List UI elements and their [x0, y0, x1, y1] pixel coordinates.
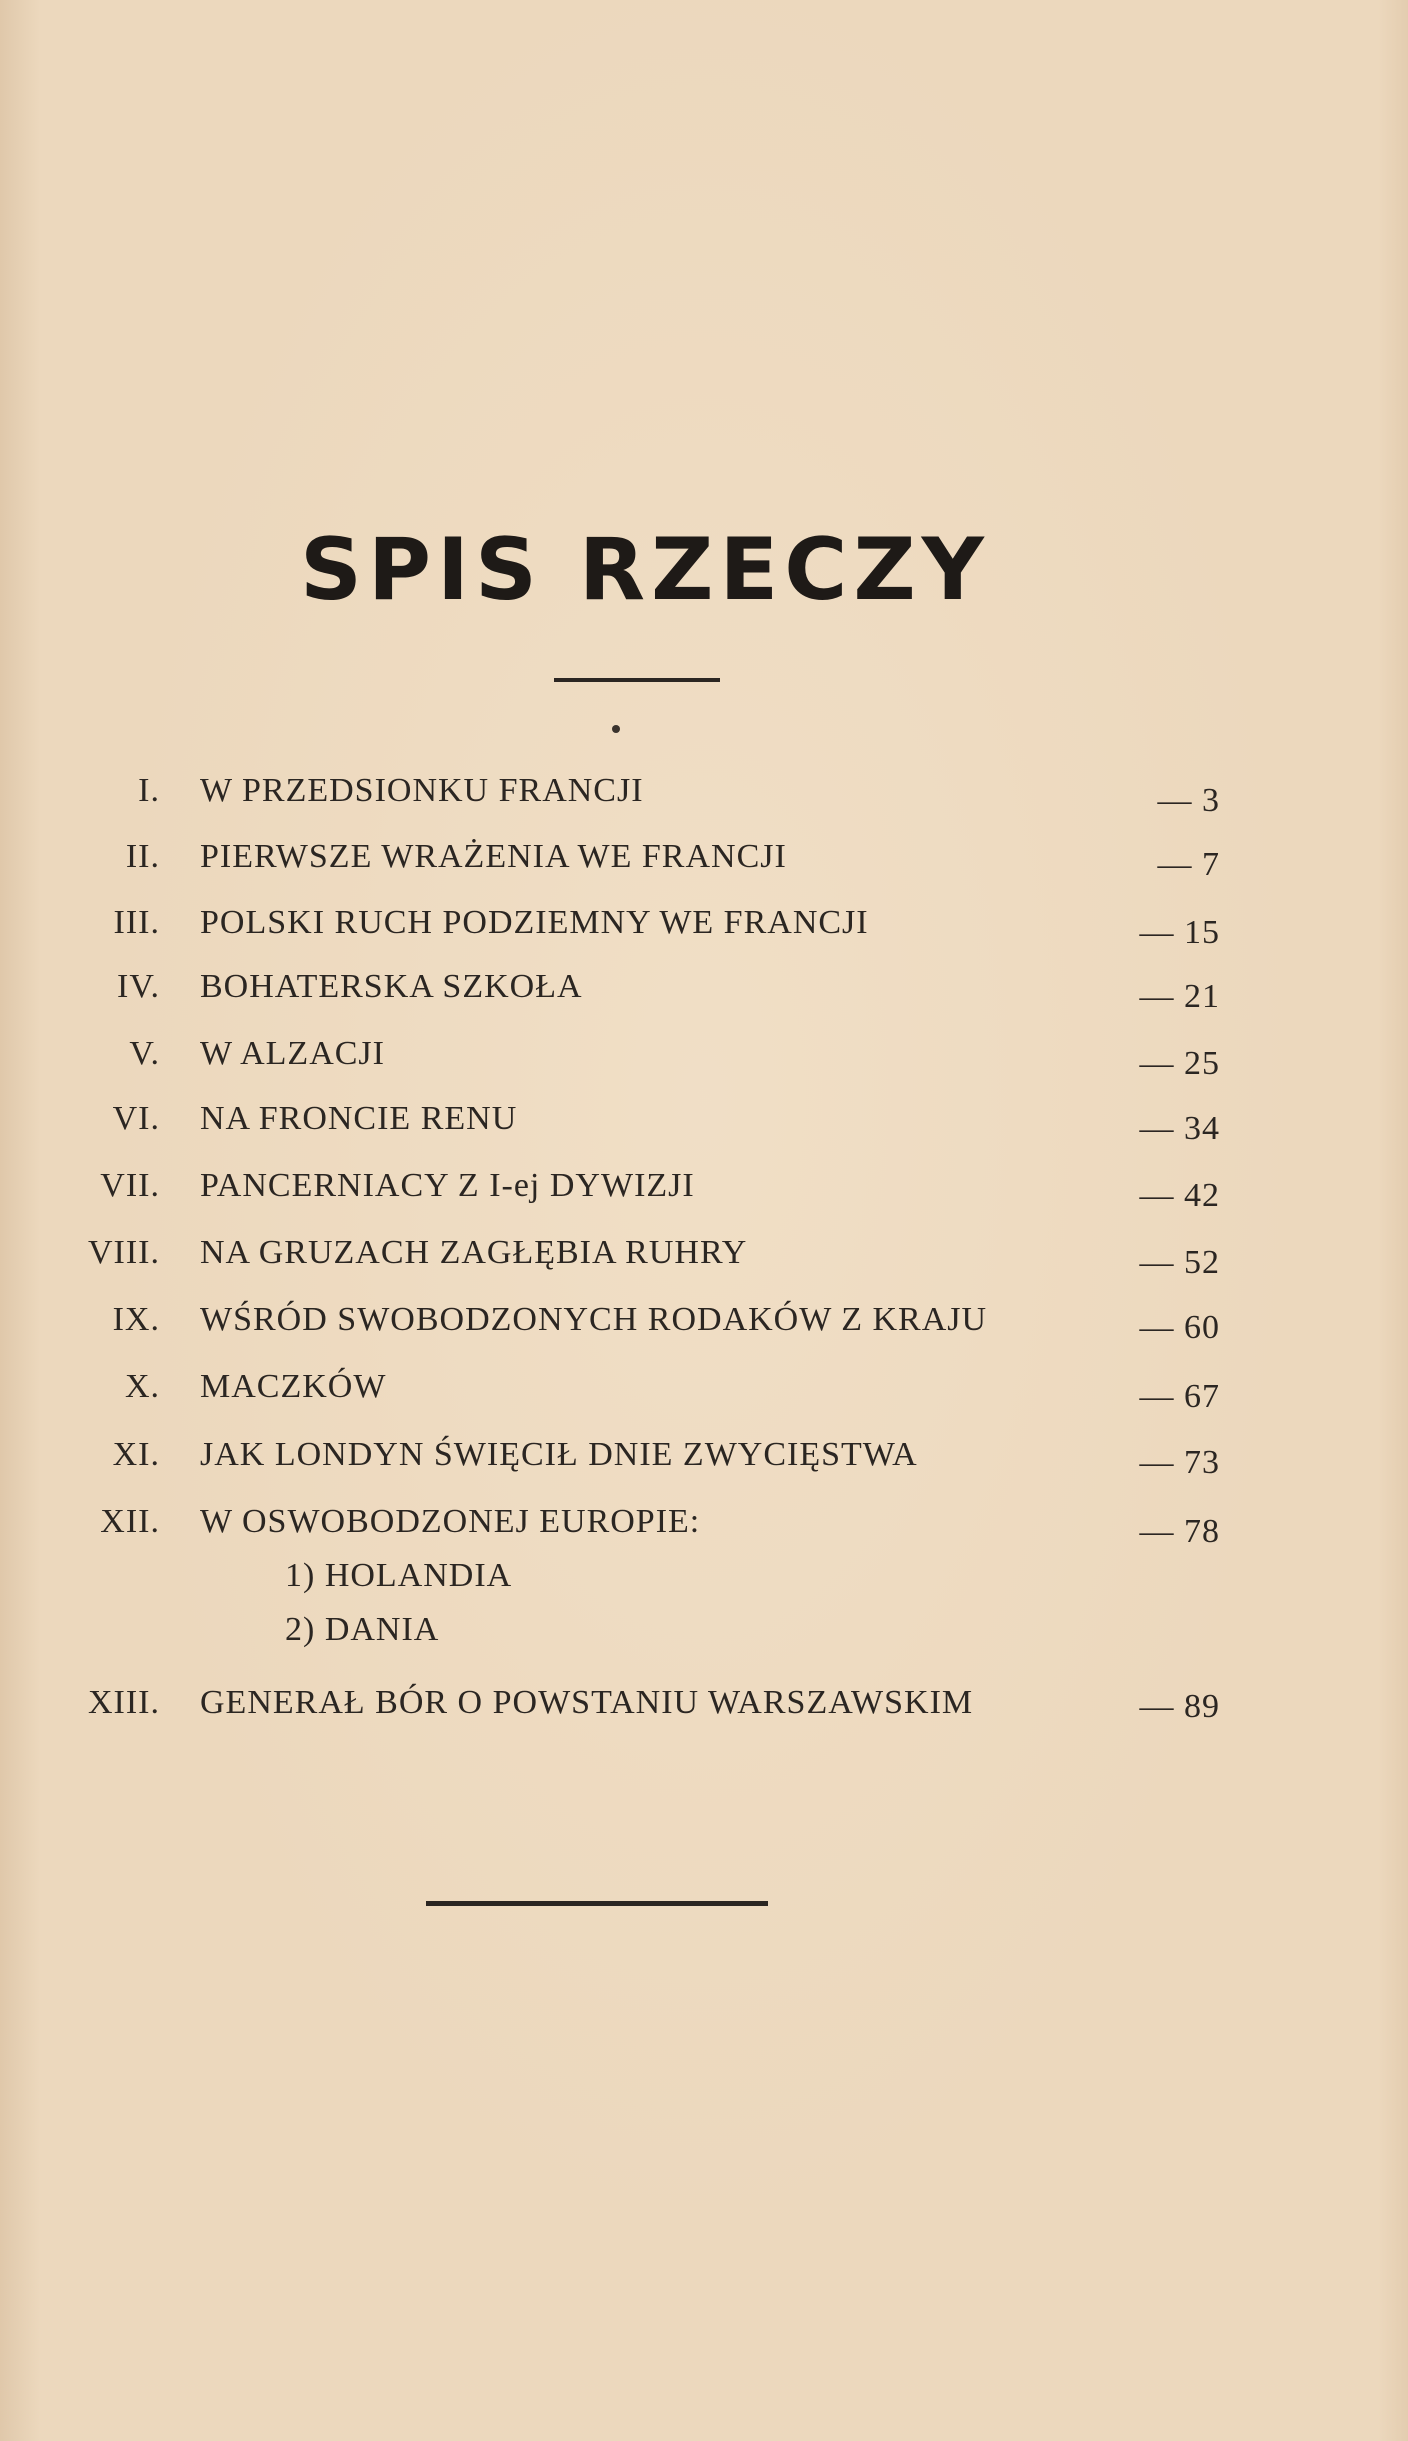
- page-number: — 60: [1139, 1309, 1220, 1346]
- chapter-numeral: X.: [124, 1368, 160, 1405]
- chapter-title: POLSKI RUCH PODZIEMNY WE FRANCJI: [200, 904, 869, 941]
- chapter-title: GENERAŁ BÓR O POWSTANIU WARSZAWSKIM: [200, 1684, 974, 1721]
- chapter-title: WŚRÓD SWOBODZONYCH RODAKÓW Z KRAJU: [200, 1301, 988, 1338]
- chapter-title: MACZKÓW: [200, 1368, 387, 1405]
- page-number: — 7: [1157, 846, 1220, 883]
- chapter-numeral: VI.: [112, 1100, 160, 1137]
- chapter-title: NA GRUZACH ZAGŁĘBIA RUHRY: [200, 1234, 748, 1271]
- page-number: — 15: [1139, 914, 1220, 951]
- chapter-title: BOHATERSKA SZKOŁA: [200, 968, 583, 1005]
- toc-subentry: 1) HOLANDIA: [285, 1557, 513, 1594]
- chapter-title: JAK LONDYN ŚWIĘCIŁ DNIE ZWYCIĘSTWA: [200, 1436, 918, 1473]
- chapter-numeral: V.: [129, 1035, 160, 1072]
- ornament-dot: [612, 725, 620, 733]
- chapter-numeral: VII.: [100, 1167, 160, 1204]
- chapter-numeral: III.: [113, 904, 160, 941]
- chapter-numeral: I.: [138, 772, 160, 809]
- closing-rule: [426, 1901, 768, 1906]
- chapter-title: W OSWOBODZONEJ EUROPIE:: [200, 1503, 701, 1540]
- page-number: — 52: [1139, 1244, 1220, 1281]
- chapter-numeral: IX.: [112, 1301, 160, 1338]
- page-number: — 34: [1139, 1110, 1220, 1147]
- page-number: — 67: [1139, 1378, 1220, 1415]
- chapter-numeral: VIII.: [87, 1234, 160, 1271]
- toc-subentry: 2) DANIA: [285, 1611, 440, 1648]
- chapter-numeral: XI.: [112, 1436, 160, 1473]
- chapter-title: PANCERNIACY Z I-ej DYWIZJI: [200, 1167, 695, 1204]
- chapter-title: PIERWSZE WRAŻENIA WE FRANCJI: [200, 838, 787, 875]
- chapter-title: W ALZACJI: [200, 1035, 385, 1072]
- chapter-title: W PRZEDSIONKU FRANCJI: [200, 772, 644, 809]
- chapter-numeral: II.: [125, 838, 160, 875]
- page-number: — 89: [1139, 1688, 1220, 1725]
- page-number: — 78: [1139, 1513, 1220, 1550]
- page-number: — 21: [1139, 978, 1220, 1015]
- chapter-title: NA FRONCIE RENU: [200, 1100, 518, 1137]
- chapter-numeral: IV.: [117, 968, 160, 1005]
- chapter-numeral: XII.: [100, 1503, 160, 1540]
- page-number: — 3: [1157, 782, 1220, 819]
- title-underline: [554, 678, 720, 682]
- page-number: — 42: [1139, 1177, 1220, 1214]
- chapter-numeral: XIII.: [87, 1684, 160, 1721]
- page-title: SPIS RZECZY: [300, 520, 990, 620]
- page-number: — 25: [1139, 1045, 1220, 1082]
- page-number: — 73: [1139, 1444, 1220, 1481]
